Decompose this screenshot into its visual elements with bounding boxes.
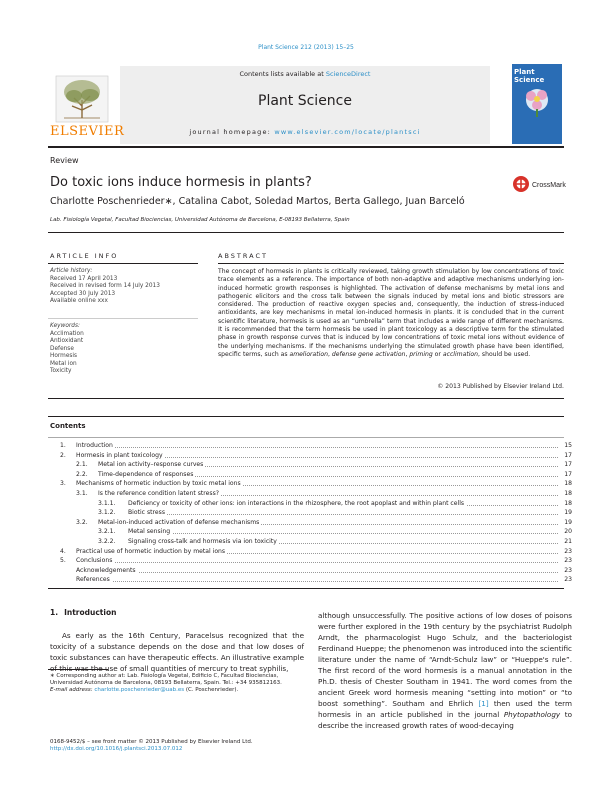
toc-dot-leader [76,572,558,573]
toc-entry[interactable] [50,489,572,498]
toc-entry-page: 15 [564,442,572,449]
introduction-column-1: As early as the 16th Century, Paracelsus recognized that the toxicity of a substance depends on the dose and that low doses of toxic substances can have therapeutic effects. An illustrative example of this was the use of small quantities of mercury to treat syphilis, [50,631,304,673]
contents-title: Contents [50,422,86,430]
toc-entry[interactable] [50,575,572,584]
keyword: Metal ion [50,360,77,367]
toc-entry-number: 3.2.2. [98,538,116,545]
toc-dot-leader [128,533,558,534]
article-history [50,268,160,306]
toc-entry-page: 21 [564,538,572,545]
toc-entry-title[interactable]: Metal-ion-induced activation of defense mechanisms [98,518,260,526]
crossmark-label: CrossMark [532,182,566,189]
toc-entry-page: 17 [564,470,572,478]
keywords-label: Keywords: [50,323,80,329]
toc-entry-title[interactable]: Deficiency or toxicity of other ions: ion interactions in the rhizosphere, the root apoplast and within plant cells [128,499,465,507]
article-info-heading: ARTICLE INFO [50,252,119,260]
abstract-bottom-rule [48,398,564,399]
toc-entry-page: 17 [564,461,572,469]
author-affiliation: Lab. Fisiología Vegetal, Facultad Biociencias, Universidad Autónoma de Barcelona, E-08193 Bellaterra, Spain [50,217,350,223]
toc-entry-title[interactable]: Practical use of hormetic induction by metal ions [76,547,226,555]
toc-entry-page: 19 [564,509,572,517]
toc-dot-leader [76,562,558,563]
toc-entry-number: 3.2.1. [98,528,116,536]
corresponding-author-footnote: ∗ Corresponding author at: Lab. Fisiología Vegetal, Edificio C, Facultad Biociencias, Universidad Autónoma de Barcelona, 08193 Bellaterra, Spain. Tel.: +34 935812163. E-mail address: charlotte.poschenrieder@uab.es (C. Poschenrieder). [50,673,282,693]
toc-entry-number: 3.1.1. [98,499,116,507]
abstract-copyright: © 2013 Published by Elsevier Ireland Ltd. [437,383,564,390]
toc-entry-title[interactable]: Conclusions [76,557,113,565]
journal-homepage-line: journal homepage: www.elsevier.com/locate/plantsci [189,128,421,136]
toc-entry[interactable] [50,499,572,508]
toc-dot-leader [128,514,558,515]
toc-entry-number: 1. [60,442,66,449]
toc-entry-number: 3.2. [76,518,88,526]
toc-entry-page: 23 [564,557,572,565]
toc-entry-title[interactable]: Introduction [76,442,113,449]
toc-entry-title[interactable]: Biotic stress [128,509,166,517]
contents-available-line: Contents lists available at ScienceDirect [239,70,371,78]
toc-entry-title[interactable]: References [76,576,110,584]
toc-entry-title[interactable]: Metal sensing [128,528,171,536]
toc-entry-title[interactable]: Signaling cross-talk and hormesis via ion toxicity [128,538,277,545]
toc-entry-number: 4. [60,547,66,555]
toc-entry-page: 18 [564,480,572,488]
article-type: Review [50,156,79,165]
toc-entry-title[interactable]: Metal ion activity–response curves [98,461,204,469]
toc-entry-number: 5. [60,557,66,565]
crossmark-badge[interactable] [512,174,572,196]
journal-homepage-link[interactable]: www.elsevier.com/locate/plantsci [274,128,421,136]
toc-entry-page: 23 [564,566,572,574]
toc-entry-number: 2. [60,451,66,459]
toc-entry[interactable] [50,508,572,517]
introduction-column-2: although unsuccessfully. The positive actions of low doses of poisons were further explored in the 19th century by the psychiatrist Rudolph Arndt, the pharmacologist Hugo Schulz, and the bacteriologist Ferdinand Hueppe; the phenomenon was introduced into the scientific literature under the name of “Arndt-Schulz law” or “Hueppe's rule”. The first record of the word hormesis is a manual annotation in the Ph.D. thesis of Chester Southam in 1941. The word comes from the ancient Greek word hormesis meaning “setting into motion” or “to boost something”. Southam and Ehrlich [1] then used the term hormesis in an article published in the journal Phytopathology to describe the increased growth rates of wood-decaying [318,611,572,730]
toc-entry-title[interactable]: Time-dependence of responses [98,470,194,478]
toc-entry-title[interactable]: Acknowledgements [76,566,136,574]
history-online: Available online xxx [50,298,108,304]
toc-entry-page: 23 [564,547,572,555]
contents-sub-rule [48,437,564,438]
toc-dot-leader [76,447,558,448]
sciencedirect-link[interactable]: ScienceDirect [325,70,371,78]
toc-entry[interactable] [50,566,572,575]
toc-entry[interactable] [50,441,572,450]
keyword: Toxicity [50,368,72,374]
history-revised: Received in revised form 14 July 2013 [50,283,160,289]
toc-entry[interactable] [50,556,572,565]
toc-entry[interactable] [50,518,572,527]
issn-line: 0168-9452/$ – see front matter © 2013 Published by Elsevier Ireland Ltd. [50,739,253,745]
toc-entry[interactable] [50,451,572,460]
toc-entry[interactable] [50,547,572,556]
keyword: Acclimation [50,330,84,337]
cover-title: Plant Science [514,68,545,84]
toc-entry-title[interactable]: Mechanisms of hormetic induction by toxic metal ions [76,480,241,488]
toc-entry-page: 19 [564,518,572,526]
toc-entry[interactable] [50,460,572,469]
affiliation-rule [48,232,564,233]
history-label: Article history: [50,268,93,274]
toc-entry-number: 2.1. [76,461,88,469]
doi-link[interactable]: http://dx.doi.org/10.1016/j.plantsci.2013.07.012 [50,746,183,752]
toc-dot-leader [76,581,558,582]
toc-entry[interactable] [50,479,572,488]
toc-entry-number: 3.1. [76,490,88,497]
toc-entry-page: 17 [564,451,572,459]
toc-entry[interactable] [50,527,572,536]
journal-name: Plant Science [258,93,352,109]
contents-bottom-rule [48,588,564,589]
author-email-link[interactable]: charlotte.poschenrieder@uab.es [94,687,185,693]
toc-entry-title[interactable]: Hormesis in plant toxicology [76,451,163,459]
publisher-logo-text: ELSEVIER [50,124,125,139]
paper-title: Do toxic ions induce hormesis in plants? [50,175,312,190]
abstract-rule [218,263,564,264]
toc-entry-number: 3.1.2. [98,509,116,517]
abstract-heading: ABSTRACT [218,252,268,260]
toc-entry-title[interactable]: Is the reference condition latent stress? [98,490,220,497]
keyword: Hormesis [50,353,78,359]
author-list: Charlotte Poschenrieder∗, Catalina Cabot, Soledad Martos, Berta Gallego, Juan Barceló [50,196,465,207]
cover-flower-icon [521,84,553,118]
toc-entry-page: 18 [564,490,572,497]
toc-entry[interactable] [50,470,572,479]
keyword: Defense [50,345,74,352]
abstract-text: The concept of hormesis in plants is critically reviewed, taking growth stimulation by low concentrations of toxic trace elements as a reference. The importance of both non-adaptive and adaptive mechanisms underlying ion-induced hormetic growth responses is highlighted. The activation of defense mechanisms by metal ions and pathogenic elicitors and the cross talk between the signals induced by metal ions and biotic stressors are considered. The production of reactive oxygen species and, consequently, the induction of stress-induced antioxidants, are key mechanisms in metal ion-induced hormesis in plants. It is concluded that in the current scientific literature, hormesis is used as an “umbrella” term that includes a wide range of different mechanisms. It is recommended that the term hormesis be used in plant toxicology as a descriptive term for the stimulated phase in growth response curves that is induced by low concentrations of toxic metal ions without evidence of the underlying mechanisms. If the mechanisms underlying the stimulated growth phase have been identified, specific terms, such as amelioration, defense gene activation, priming or acclimation, should be used. [218,268,564,358]
reference-link[interactable]: [1] [478,699,489,708]
journal-citation[interactable]: Plant Science 212 (2013) 15–25 [258,44,354,51]
toc-entry[interactable] [50,537,572,546]
keywords-block [50,323,84,376]
toc-entry-number: 2.2. [76,470,88,478]
keyword: Antioxidant [50,338,84,344]
toc-entry-page: 20 [564,528,572,536]
section-heading-introduction: 1. Introduction [50,608,117,617]
toc-entry-number: 3. [60,480,66,488]
contents-top-rule [48,416,564,417]
header-rule [48,146,564,148]
toc-entry-page: 18 [564,499,572,507]
history-received: Received 17 April 2013 [50,275,118,282]
keywords-rule [48,318,198,319]
history-accepted: Accepted 30 July 2013 [50,290,116,297]
article-info-rule [48,263,198,264]
footnote-rule [48,669,108,670]
toc-entry-page: 23 [564,576,572,584]
